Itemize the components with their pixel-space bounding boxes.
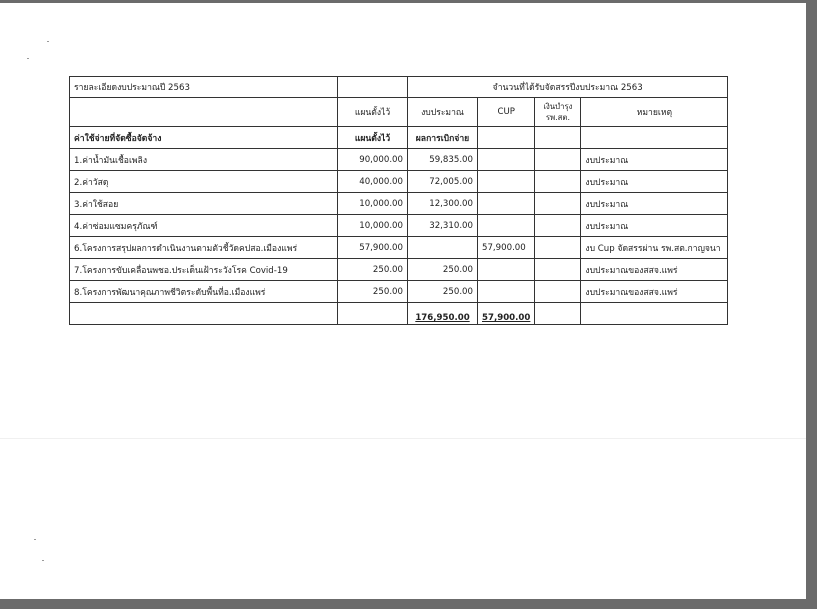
row-remark: งบ Cup จัดสรรผ่าน รพ.สต.กาญจนา: [581, 237, 728, 259]
empty-cell: [535, 303, 581, 325]
row-budget: 32,310.00: [408, 215, 478, 237]
row-plan: 10,000.00: [338, 193, 408, 215]
row-budget: [408, 237, 478, 259]
row-plan: 250.00: [338, 259, 408, 281]
table-row: [70, 149, 728, 171]
row-maintenance: [535, 259, 581, 281]
section-label: ค่าใช้จ่ายที่จัดซื้อจัดจ้าง: [70, 127, 338, 149]
table-row: [70, 171, 728, 193]
row-plan: 10,000.00: [338, 215, 408, 237]
row-cup: [478, 171, 535, 193]
table-row: [70, 215, 728, 237]
allocated-header: จำนวนที่ได้รับจัดสรรปีงบประมาณ 2563: [408, 77, 728, 98]
total-budget: 176,950.00: [408, 303, 478, 325]
row-item: 3.ค่าใช้สอย: [70, 193, 338, 215]
empty-cell: [70, 303, 338, 325]
col-header-cup: CUP: [478, 98, 535, 127]
row-cup: [478, 149, 535, 171]
row-maintenance: [535, 281, 581, 303]
row-budget: 72,005.00: [408, 171, 478, 193]
scan-artifact-line: [0, 438, 806, 439]
row-cup: [478, 193, 535, 215]
row-plan: 57,900.00: [338, 237, 408, 259]
empty-cell: [581, 303, 728, 325]
column-header-row: [70, 98, 728, 127]
row-budget: 250.00: [408, 259, 478, 281]
row-item: 2.ค่าวัสดุ: [70, 171, 338, 193]
section-spent-label: ผลการเบิกจ่าย: [408, 127, 478, 149]
row-item: 6.โครงการสรุปผลการดำเนินงานตามตัวชี้วัดคปสอ.เมืองแพร่: [70, 237, 338, 259]
empty-cell: [478, 127, 535, 149]
table-row: [70, 193, 728, 215]
row-maintenance: [535, 215, 581, 237]
row-budget: 59,835.00: [408, 149, 478, 171]
row-remark: งบประมาณ: [581, 193, 728, 215]
document-page: [0, 3, 806, 599]
table-row: [70, 237, 728, 259]
scan-speck: [42, 560, 44, 561]
row-maintenance: [535, 237, 581, 259]
row-cup: [478, 259, 535, 281]
col-header-budget: งบประมาณ: [408, 98, 478, 127]
table-title-row: [70, 77, 728, 98]
row-remark: งบประมาณของสสจ.แพร่: [581, 281, 728, 303]
table-title: รายละเอียดงบประมาณปี 2563: [70, 77, 338, 98]
row-cup: 57,900.00: [478, 237, 535, 259]
row-item: 7.โครงการขับเคลื่อนพชอ.ประเด็นเฝ้าระวังโรค Covid-19: [70, 259, 338, 281]
row-remark: งบประมาณของสสจ.แพร่: [581, 259, 728, 281]
row-maintenance: [535, 149, 581, 171]
empty-cell: [581, 127, 728, 149]
row-remark: งบประมาณ: [581, 171, 728, 193]
row-maintenance: [535, 193, 581, 215]
col-header-maintenance: เงินบำรุง รพ.สต.: [535, 98, 581, 127]
row-budget: 250.00: [408, 281, 478, 303]
total-cup: 57,900.00: [478, 303, 535, 325]
scan-speck: [27, 58, 29, 59]
table-row: [70, 281, 728, 303]
row-cup: [478, 281, 535, 303]
col-header-plan: แผนตั้งไว้: [338, 98, 408, 127]
empty-cell: [70, 98, 338, 127]
col-header-remark: หมายเหตุ: [581, 98, 728, 127]
budget-table: [69, 76, 728, 325]
row-budget: 12,300.00: [408, 193, 478, 215]
section-header-row: [70, 127, 728, 149]
scan-speck: [34, 539, 36, 540]
row-plan: 40,000.00: [338, 171, 408, 193]
row-remark: งบประมาณ: [581, 149, 728, 171]
scan-speck: [47, 41, 49, 42]
totals-row: [70, 303, 728, 325]
row-item: 8.โครงการพัฒนาคุณภาพชีวิตระดับพื้นที่อ.เมืองแพร่: [70, 281, 338, 303]
row-item: 1.ค่าน้ำมันเชื้อเพลิง: [70, 149, 338, 171]
row-cup: [478, 215, 535, 237]
empty-cell: [338, 303, 408, 325]
empty-cell: [535, 127, 581, 149]
table-row: [70, 259, 728, 281]
row-maintenance: [535, 171, 581, 193]
section-plan-label: แผนตั้งไว้: [338, 127, 408, 149]
row-plan: 250.00: [338, 281, 408, 303]
row-item: 4.ค่าซ่อมแซมครุภัณฑ์: [70, 215, 338, 237]
row-remark: งบประมาณ: [581, 215, 728, 237]
empty-cell: [338, 77, 408, 98]
row-plan: 90,000.00: [338, 149, 408, 171]
